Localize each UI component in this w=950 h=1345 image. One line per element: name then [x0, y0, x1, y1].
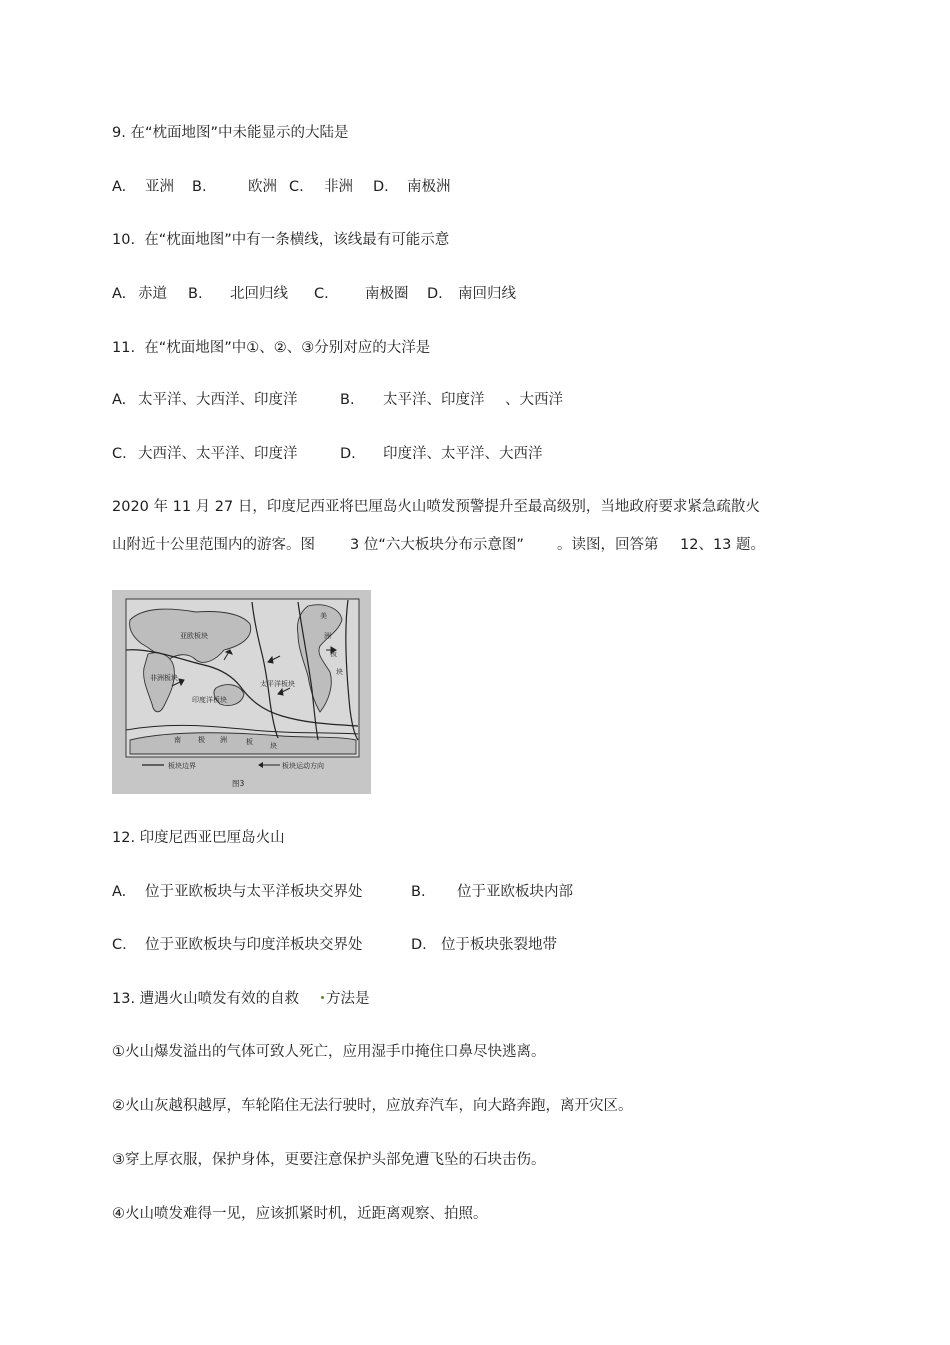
- q13-statement-3: ③穿上厚衣服，保护身体，更要注意保护头部免遭飞坠的石块击伤。: [112, 1152, 546, 1168]
- q13-stem-a: 13. 遭遇火山喷发有效的自救: [112, 991, 300, 1007]
- q12-c-key: C.: [112, 937, 127, 953]
- q13-stem-b: 方法是: [326, 991, 370, 1007]
- q11-d-text: 印度洋、太平洋、大西洋: [383, 446, 543, 462]
- q10-d-text: 南回归线: [458, 286, 516, 302]
- q10-d-key: D.: [427, 286, 443, 302]
- q12-stem: 12. 印度尼西亚巴厘岛火山: [112, 830, 285, 846]
- q10-a-text: 赤道: [138, 286, 167, 302]
- q10-b-text: 北回归线: [230, 286, 288, 302]
- q10-a-key: A.: [112, 286, 127, 302]
- q11-stem: 11. 在“枕面地图”中①、②、③分别对应的大洋是: [112, 340, 431, 356]
- q11-c-key: C.: [112, 446, 127, 462]
- label-indo: 印度洋板块: [192, 696, 227, 704]
- q11-b-key: B.: [340, 392, 355, 408]
- q9-b-key: B.: [192, 179, 207, 195]
- q9-a-key: A.: [112, 179, 127, 195]
- label-america-4: 块: [336, 668, 343, 676]
- q9-a-text: 亚洲: [145, 179, 174, 195]
- label-eurasia: 亚欧板块: [180, 632, 208, 640]
- q13-statement-4: ④火山喷发难得一见，应该抓紧时机，近距离观察、拍照。: [112, 1206, 488, 1222]
- q10-c-key: C.: [314, 286, 329, 302]
- label-antarctic-1: 南: [174, 736, 181, 744]
- q11-b-text: 太平洋、印度洋: [383, 392, 485, 408]
- label-america-3: 板: [330, 650, 337, 658]
- plate-map-figure: [112, 590, 371, 794]
- passage-line-2b: 3 位“六大板块分布示意图”: [350, 537, 524, 553]
- q9-c-key: C.: [289, 179, 304, 195]
- figure-caption: 图3: [232, 779, 245, 788]
- label-antarctic-5: 块: [270, 742, 277, 750]
- q10-b-key: B.: [188, 286, 203, 302]
- q12-d-key: D.: [411, 937, 427, 953]
- q9-d-text: 南极洲: [407, 179, 451, 195]
- q11-b-text-2: 、大西洋: [505, 392, 563, 408]
- q13-statement-1: ①火山爆发溢出的气体可致人死亡，应用湿手巾掩住口鼻尽快逃离。: [112, 1044, 546, 1060]
- passage-line-2a: 山附近十公里范围内的游客。图: [112, 537, 315, 553]
- q11-c-text: 大西洋、太平洋、印度洋: [138, 446, 298, 462]
- q10-stem: 10. 在“枕面地图”中有一条横线，该线最有可能示意: [112, 232, 450, 248]
- q9-d-key: D.: [373, 179, 389, 195]
- label-antarctic-3: 洲: [220, 736, 227, 744]
- passage-line-2c: 。读图，回答第: [557, 537, 659, 553]
- q12-b-key: B.: [411, 884, 426, 900]
- plate-map-svg: [112, 590, 371, 794]
- q13-statement-2: ②火山灰越积越厚，车轮陷住无法行驶时，应放弃汽车，向大路奔跑，离开灾区。: [112, 1098, 633, 1114]
- q9-c-text: 非洲: [324, 179, 353, 195]
- label-antarctic-2: 极: [198, 736, 205, 744]
- passage-line-2d: 12、13 题。: [680, 537, 766, 553]
- legend-boundary: 板块边界: [168, 762, 196, 770]
- stray-mark: [321, 996, 324, 999]
- q12-b-text: 位于亚欧板块内部: [457, 884, 573, 900]
- q11-d-key: D.: [340, 446, 356, 462]
- q12-c-text: 位于亚欧板块与印度洋板块交界处: [145, 937, 363, 953]
- passage-line-1: 2020 年 11 月 27 日，印度尼西亚将巴厘岛火山喷发预警提升至最高级别，当地政府要求紧急疏散火: [112, 499, 760, 515]
- q9-stem: 9. 在“枕面地图”中未能显示的大陆是: [112, 125, 349, 141]
- q9-b-text: 欧洲: [248, 179, 277, 195]
- q12-a-key: A.: [112, 884, 127, 900]
- legend-motion: 板块运动方向: [282, 762, 324, 770]
- label-america-1: 美: [320, 612, 327, 620]
- label-america-2: 洲: [324, 632, 331, 640]
- q12-a-text: 位于亚欧板块与太平洋板块交界处: [145, 884, 363, 900]
- label-pacific: 太平洋板块: [260, 680, 295, 688]
- q12-d-text: 位于板块张裂地带: [441, 937, 557, 953]
- label-antarctic-4: 板: [246, 738, 253, 746]
- q10-c-text: 南极圈: [365, 286, 409, 302]
- q11-a-key: A.: [112, 392, 127, 408]
- q11-a-text: 太平洋、大西洋、印度洋: [138, 392, 298, 408]
- label-africa: 非洲板块: [150, 674, 178, 682]
